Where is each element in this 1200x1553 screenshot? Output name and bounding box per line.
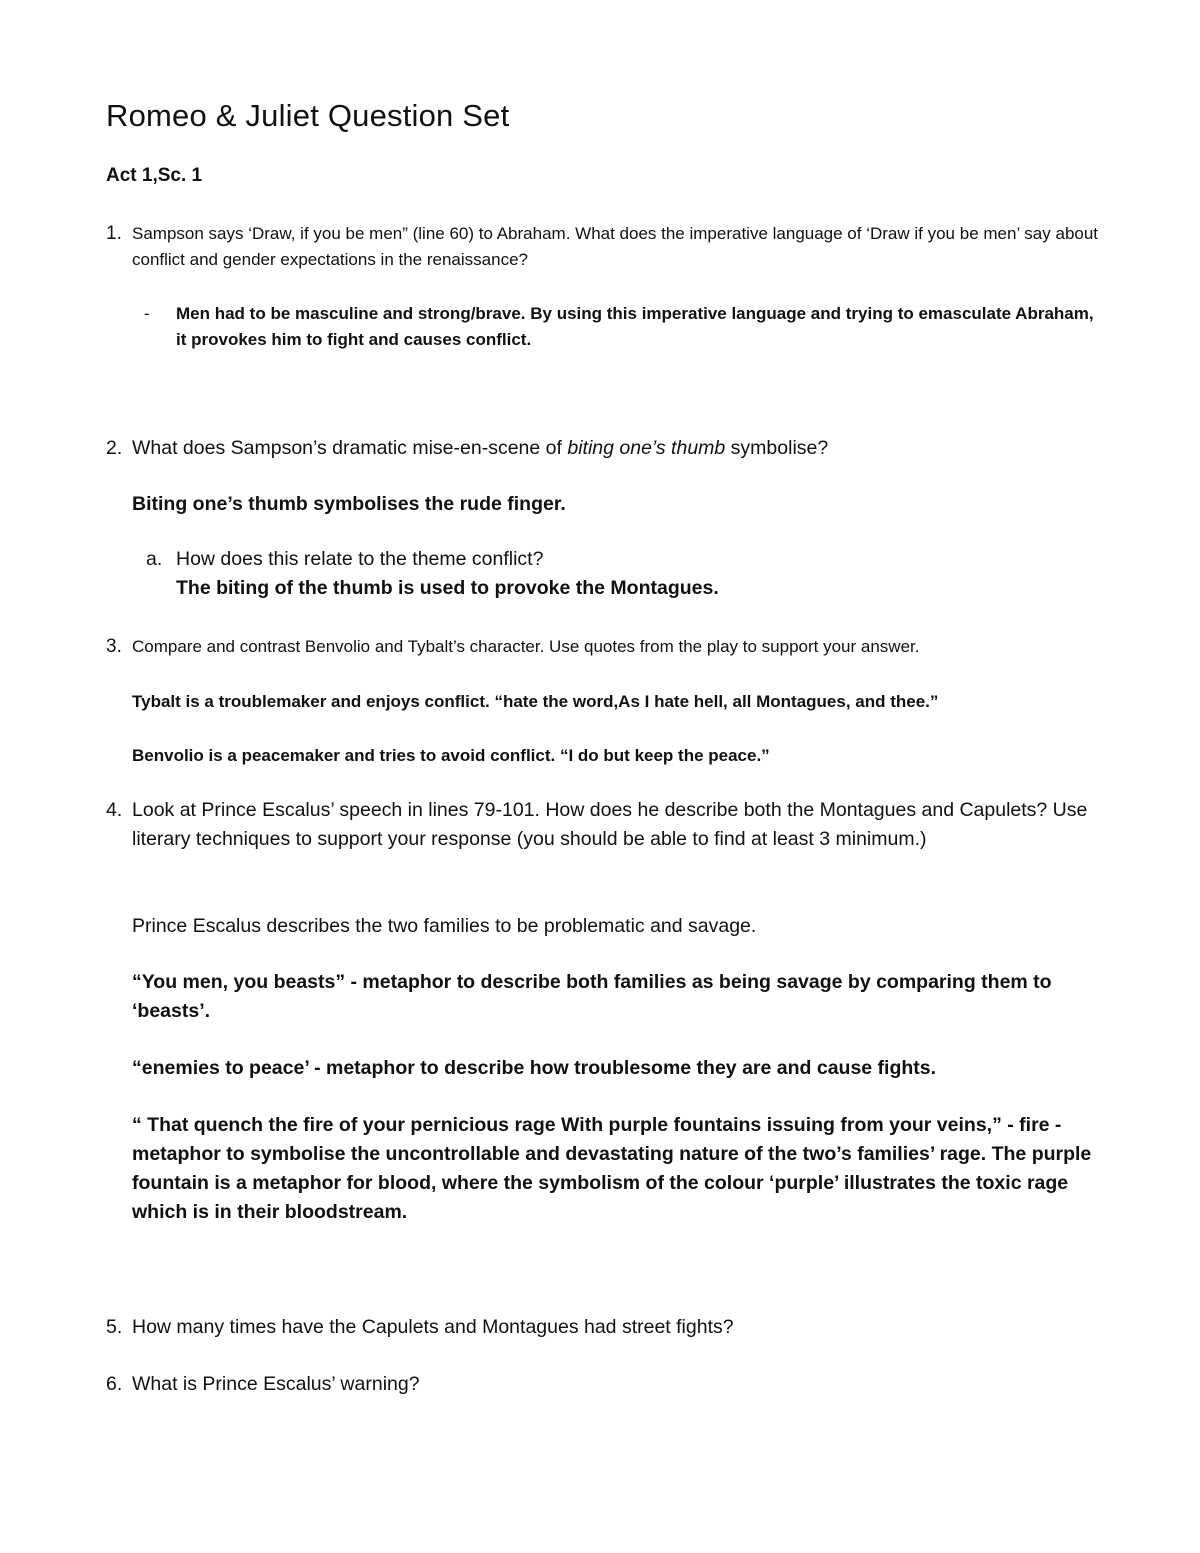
question-number: 3.: [106, 636, 122, 657]
answer-4-point-1: “You men, you beasts” - metaphor to describe both families as being savage by comparing them to ‘beasts’.: [132, 971, 1052, 1022]
sub-question-2a: [146, 545, 1106, 603]
answer-marker: -: [144, 304, 150, 323]
section-heading: Act 1,Sc. 1: [106, 165, 203, 186]
question-6: [106, 1370, 1106, 1399]
question-text: What is Prince Escalus’ warning?: [132, 1373, 420, 1395]
question-text-part: What does Sampson’s dramatic mise-en-scene of: [132, 437, 568, 459]
question-number: 1.: [106, 223, 122, 244]
question-text: Look at Prince Escalus’ speech in lines 79-101. How does he describe both the Montagues and Capulets? Use literary techniques to support your response (you should be able to find at least 3 minimum.): [132, 799, 1088, 850]
sub-question-text: How does this relate to the theme conflict?: [176, 548, 544, 570]
answer-1: [144, 301, 1104, 353]
answer-text: Men had to be masculine and strong/brave. By using this imperative language and trying to emasculate Abraham, it provokes him to fight and causes conflict.: [176, 304, 1094, 349]
sub-question-answer: The biting of the thumb is used to provoke the Montagues.: [176, 577, 719, 599]
question-number: 5.: [106, 1316, 123, 1338]
question-4: [106, 796, 1106, 854]
question-number: 4.: [106, 799, 123, 821]
question-text: Sampson says ‘Draw, if you be men” (line 60) to Abraham. What does the imperative language of ‘Draw if you be men’ say about conflict and gender expectations in the renaissance?: [132, 224, 1099, 269]
question-number: 6.: [106, 1373, 123, 1395]
answer-2: Biting one’s thumb symbolises the rude finger.: [132, 493, 566, 515]
answer-3-tybalt: Tybalt is a troublemaker and enjoys conflict. “hate the word,As I hate hell, all Montagues, and thee.”: [132, 692, 939, 711]
document-title: Romeo & Juliet Question Set: [106, 98, 510, 133]
question-5: [106, 1313, 1106, 1342]
question-2: [106, 434, 1106, 463]
question-text: How many times have the Capulets and Montagues had street fights?: [132, 1316, 734, 1338]
question-3: [106, 634, 1106, 660]
answer-4-intro: Prince Escalus describes the two families to be problematic and savage.: [132, 915, 757, 937]
question-text: Compare and contrast Benvolio and Tybalt’s character. Use quotes from the play to support your answer.: [132, 637, 920, 656]
question-text: [132, 434, 1106, 463]
answer-3-benvolio: Benvolio is a peacemaker and tries to avoid conflict. “I do but keep the peace.”: [132, 746, 770, 765]
answer-4-point-2: “enemies to peace’ - metaphor to describe how troublesome they are and cause fights.: [132, 1057, 937, 1079]
question-number: 2.: [106, 437, 123, 459]
question-text-part: symbolise?: [725, 437, 829, 459]
question-text-italic: biting one’s thumb: [567, 437, 726, 459]
question-1: [106, 221, 1106, 273]
answer-4-point-3: “ That quench the fire of your pernicious rage With purple fountains issuing from your veins,” - fire - metaphor to symbolise the uncontrollable and devastating nature of the two’s families’ rage. The purple fountain is a metaphor for blood, where the symbolism of the colour ‘purple’ illustrates the toxic rage which is in their bloodstream.: [132, 1114, 1092, 1223]
sub-question-marker: a.: [146, 548, 163, 570]
